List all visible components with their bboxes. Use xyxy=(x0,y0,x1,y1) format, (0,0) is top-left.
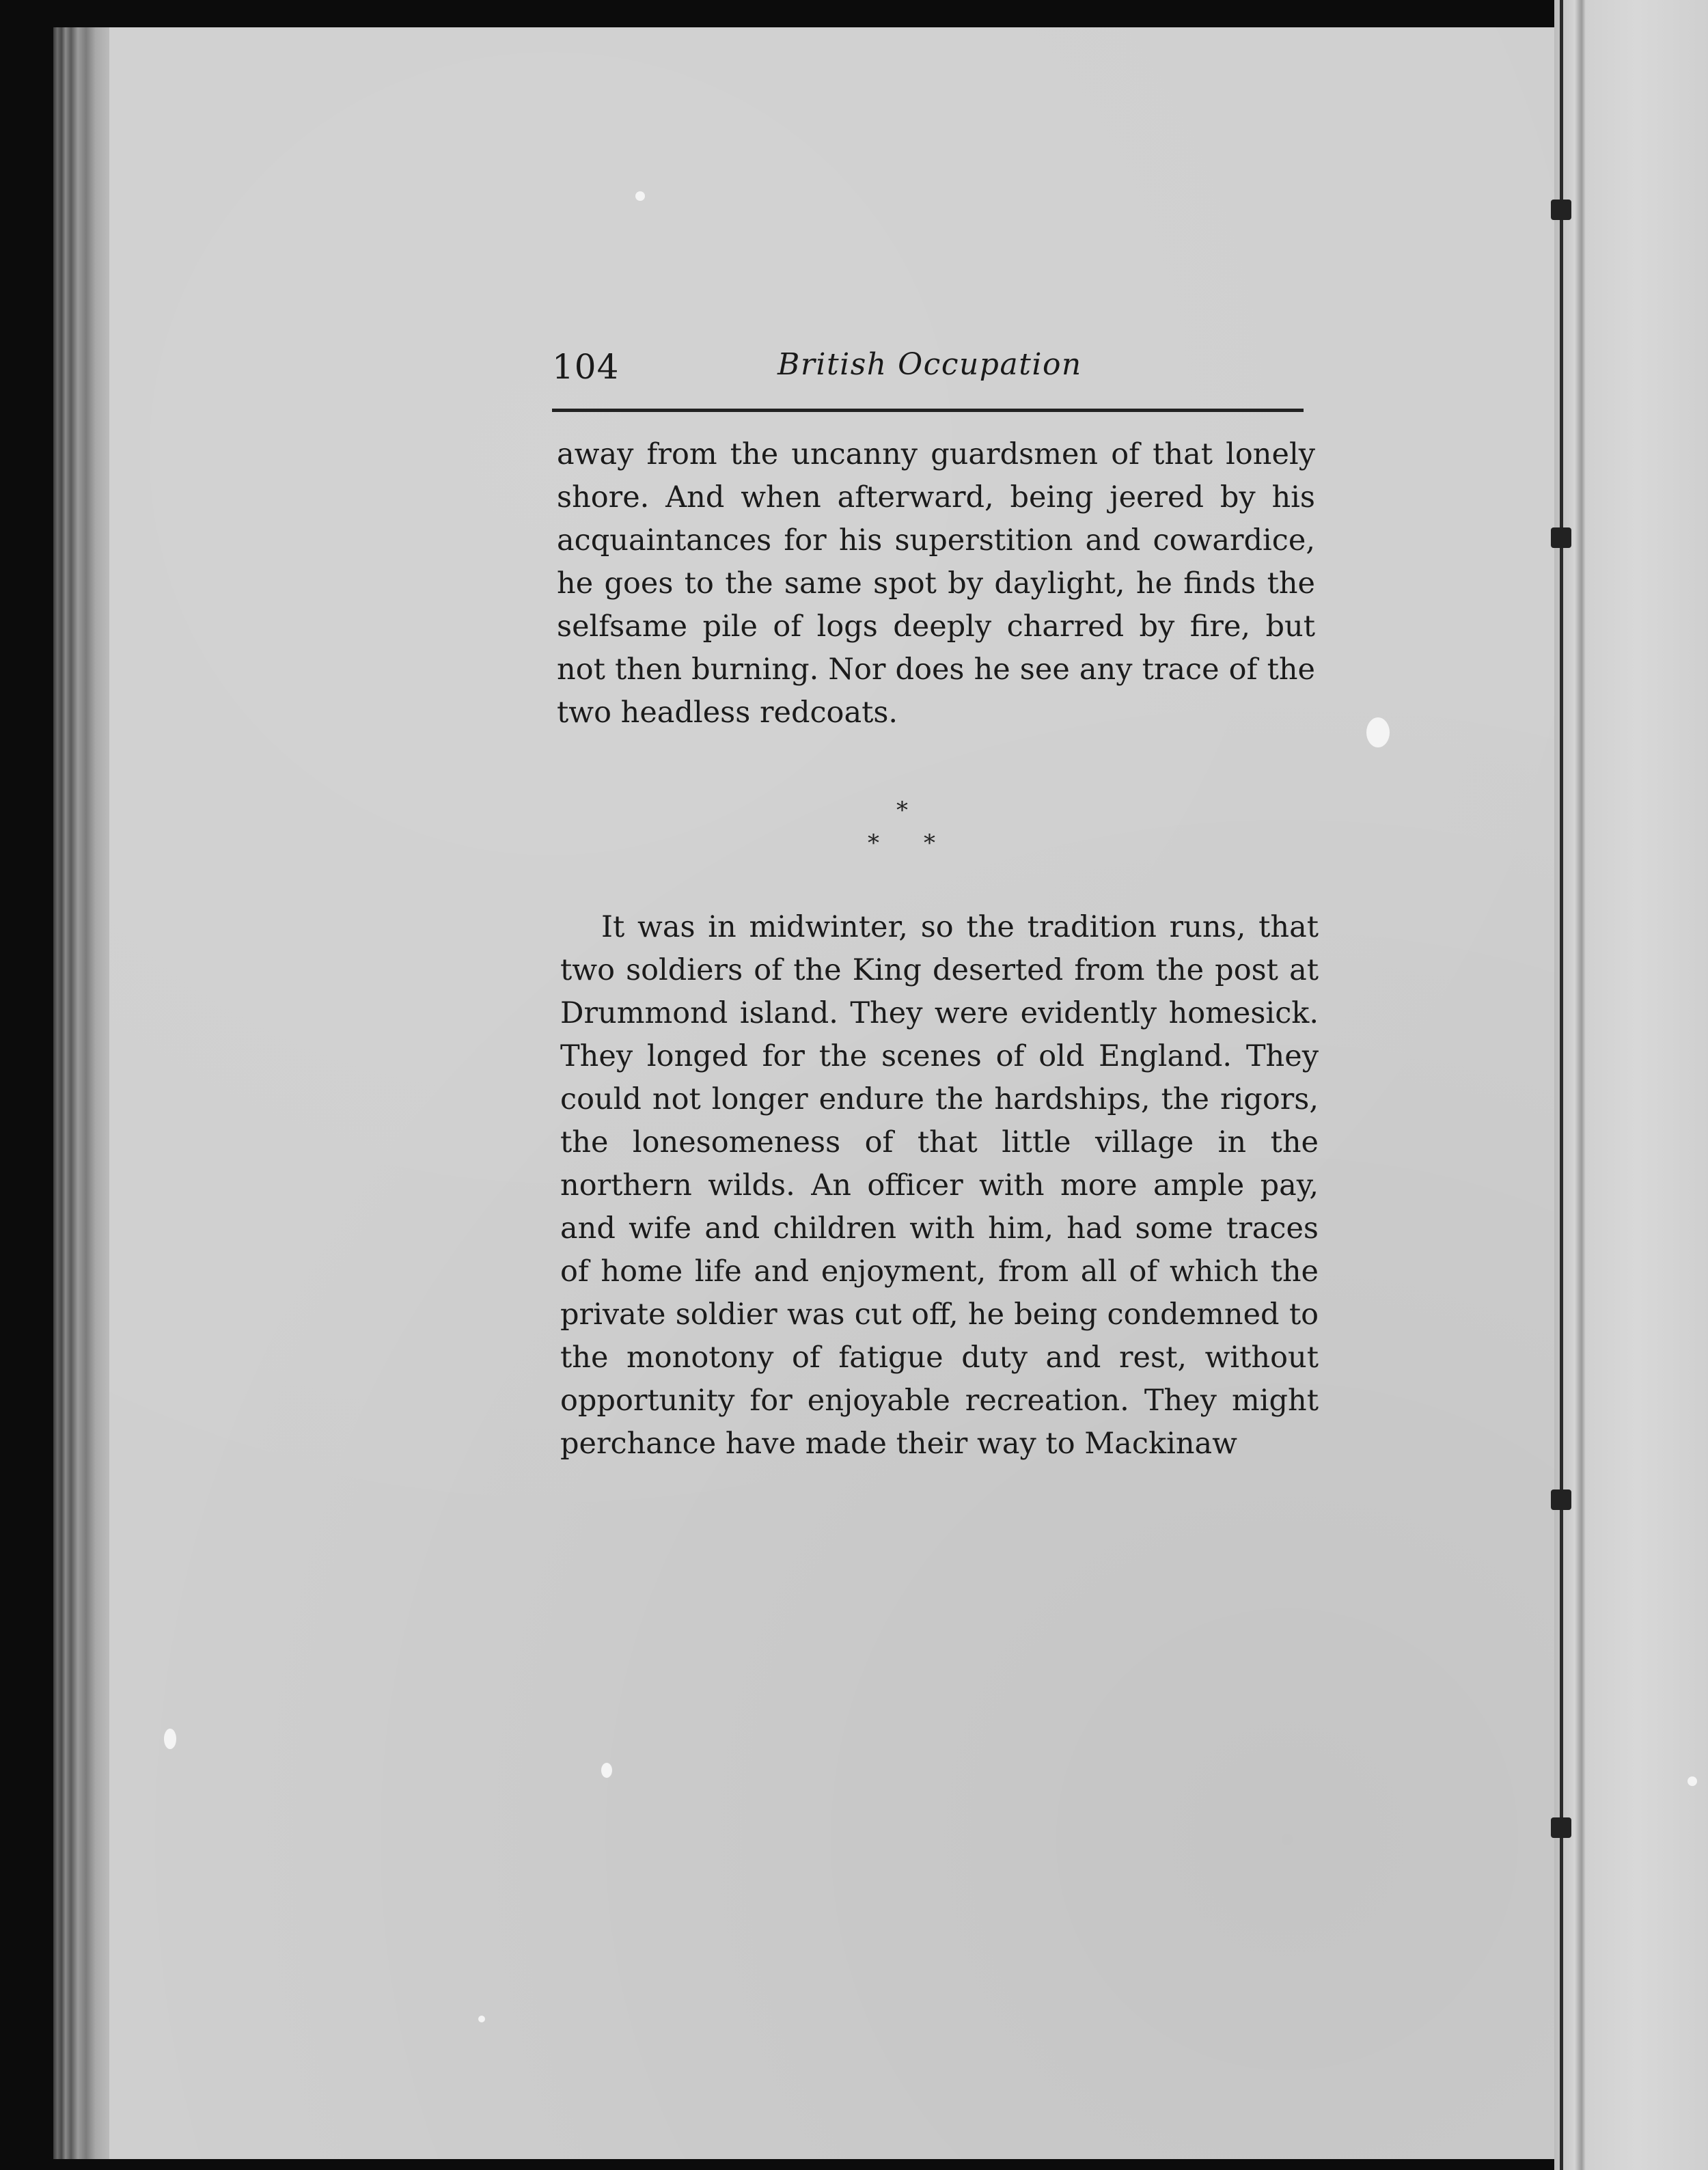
binding-knot xyxy=(1551,527,1571,548)
paragraph-text: away from the uncanny guardsmen of that lonely shore. And when afterward, being jeered by his acquaintances for his superstition and cowardice, he goes to the same spot by daylight, he finds the selfsame pile of logs deeply charred by fire, but not then burning. Nor does he see any trace of the two headless redcoats. xyxy=(557,437,1315,730)
dust-speck xyxy=(478,2016,485,2022)
dust-speck xyxy=(1688,1776,1697,1786)
dust-speck xyxy=(1366,717,1390,747)
asterism-star: * xyxy=(868,829,879,857)
running-head: British Occupation xyxy=(777,347,1082,382)
page-number: 104 xyxy=(552,347,620,387)
dust-speck xyxy=(601,1763,612,1778)
dust-speck xyxy=(164,1729,176,1749)
binding-knot xyxy=(1551,1817,1571,1838)
section-break-ornament xyxy=(868,797,977,865)
dust-speck xyxy=(635,191,645,201)
paragraph-new-section xyxy=(560,906,1319,1466)
header-rule xyxy=(552,409,1304,412)
binding-thread xyxy=(1560,0,1563,2170)
page-header xyxy=(552,347,1304,395)
paragraph-text: It was in midwinter, so the tradition runs, that two soldiers of the King deserted from the post at Drummond island. They were evidently homesick. They longed for the scenes of old England. They could not longer endure the hardships, the rigors, the lonesomeness of that little village in the northern wilds. An officer with more ample pay, and wife and children with him, had some traces of home life and enjoyment, from all of which the private soldier was cut off, he being condemned to the monotony of fatigue duty and rest, without opportunity for enjoyable recreation. They might perchance have made their way to Mackinaw xyxy=(560,910,1319,1461)
paragraph-continued xyxy=(557,433,1315,734)
book-gutter xyxy=(1554,0,1708,2170)
asterism-star: * xyxy=(896,797,908,824)
binding-knot xyxy=(1551,1489,1571,1510)
asterism-star: * xyxy=(924,829,935,857)
binding-knot xyxy=(1551,200,1571,220)
